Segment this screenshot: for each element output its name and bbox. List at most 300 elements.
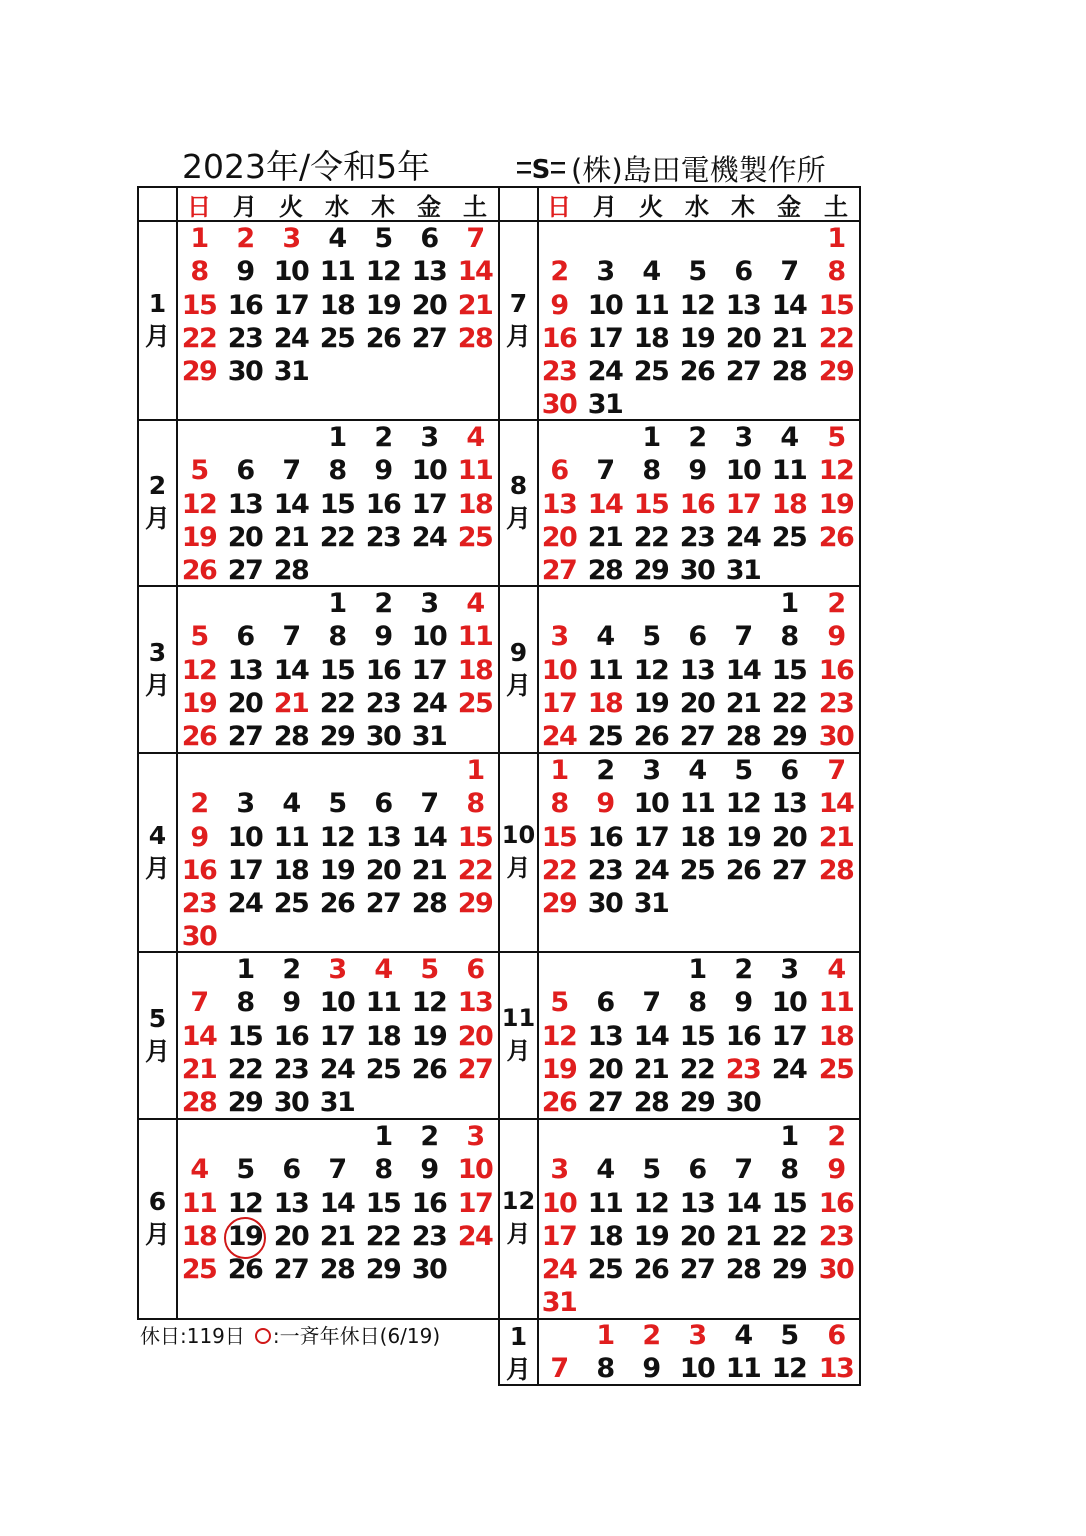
calendar-day: 9 [734, 987, 752, 1019]
calendar-day: 11 [587, 654, 623, 686]
calendar-day: 15 [818, 289, 854, 321]
calendar-day: 10 [411, 621, 447, 653]
calendar-day: 6 [550, 455, 568, 487]
calendar-day: 17 [411, 488, 447, 520]
calendar-day: 28 [725, 1254, 761, 1285]
calendar-day: 2 [236, 223, 254, 254]
calendar-day: 21 [633, 1053, 669, 1085]
calendar-day: 29 [181, 356, 217, 387]
calendar-day: 8 [827, 256, 845, 288]
calendar-title: 2023年/令和5年 [182, 147, 431, 186]
calendar-day: 4 [642, 256, 660, 288]
calendar-day: 24 [411, 687, 447, 719]
calendar-day: 24 [273, 322, 309, 354]
calendar-day: 30 [181, 921, 217, 953]
calendar-day: 3 [596, 256, 614, 288]
calendar-day: 15 [181, 289, 217, 321]
calendar-day: 29 [227, 1087, 263, 1118]
month-label: 10 月 [501, 820, 536, 882]
calendar-day: 28 [818, 854, 854, 886]
calendar-day: 22 [541, 854, 577, 886]
calendar-day: 5 [827, 422, 845, 453]
weekday-header: 木 [731, 192, 755, 221]
calendar-day: 3 [420, 422, 438, 453]
calendar-day: 19 [633, 1220, 669, 1252]
calendar-day: 29 [633, 555, 669, 586]
calendar-day: 21 [273, 521, 309, 553]
calendar-day: 1 [827, 223, 845, 254]
calendar-day: 2 [734, 954, 752, 985]
calendar-day: 14 [587, 488, 623, 520]
calendar-day: 15 [457, 821, 493, 853]
calendar-day: 12 [541, 1020, 577, 1052]
weekday-header: 土 [824, 192, 848, 221]
calendar-day: 28 [273, 555, 309, 586]
calendar-day: 18 [771, 488, 807, 520]
calendar-day: 23 [725, 1053, 761, 1085]
calendar-day: 30 [587, 888, 623, 919]
calendar-day: 1 [688, 954, 706, 985]
calendar-day: 5 [374, 223, 392, 254]
calendar-day: 21 [771, 322, 807, 354]
company-header [513, 146, 826, 190]
calendar-day: 10 [771, 987, 807, 1019]
calendar-day: 26 [818, 521, 854, 553]
calendar-day: 4 [734, 1320, 752, 1351]
calendar-day: 7 [827, 755, 845, 786]
calendar-day: 5 [420, 954, 438, 985]
calendar-day: 22 [181, 322, 217, 354]
calendar-day: 22 [633, 521, 669, 553]
calendar-day: 21 [181, 1053, 217, 1085]
calendar-day: 18 [181, 1220, 217, 1252]
calendar-day: 13 [818, 1353, 854, 1385]
calendar-day: 24 [587, 356, 623, 387]
month-label: 8 月 [505, 471, 531, 533]
calendar-day: 11 [273, 821, 309, 853]
calendar-day: 9 [642, 1353, 660, 1385]
calendar-day: 19 [181, 687, 217, 719]
calendar-day: 28 [457, 322, 493, 354]
calendar-day: 6 [688, 621, 706, 653]
calendar-day: 26 [411, 1053, 447, 1085]
calendar-day: 29 [771, 721, 807, 752]
calendar-day: 6 [688, 1154, 706, 1186]
calendar-day: 6 [420, 223, 438, 254]
calendar-day: 8 [596, 1353, 614, 1385]
calendar-day: 14 [725, 654, 761, 686]
calendar-day: 9 [236, 256, 254, 288]
calendar-day: 12 [633, 654, 669, 686]
calendar-day: 9 [550, 289, 568, 321]
calendar-day: 7 [642, 987, 660, 1019]
calendar-day: 25 [818, 1053, 854, 1085]
calendar-day: 28 [633, 1087, 669, 1118]
calendar-day: 14 [319, 1187, 355, 1219]
calendar-day: 21 [273, 687, 309, 719]
calendar-day: 28 [181, 1087, 217, 1118]
weekday-header: 金 [417, 192, 441, 221]
calendar-day: 20 [725, 322, 761, 354]
calendar-day: 1 [780, 1121, 798, 1152]
calendar-day: 8 [780, 621, 798, 653]
calendar-day: 11 [771, 455, 807, 487]
calendar-day: 15 [541, 821, 577, 853]
calendar-day: 9 [827, 621, 845, 653]
calendar-day: 13 [541, 488, 577, 520]
calendar-day: 7 [420, 788, 438, 820]
calendar-day: 19 [227, 1220, 263, 1252]
calendar-day: 8 [642, 455, 660, 487]
calendar-day: 27 [679, 1254, 715, 1285]
calendar-day: 28 [587, 555, 623, 586]
calendar-day: 24 [411, 521, 447, 553]
month-label: 12 月 [501, 1187, 536, 1248]
calendar-day: 11 [365, 987, 401, 1019]
calendar-day: 12 [771, 1353, 807, 1385]
calendar-day: 7 [282, 621, 300, 653]
calendar-day: 13 [587, 1020, 623, 1052]
weekday-header: 月 [233, 192, 257, 221]
weekday-header: 日 [187, 192, 211, 221]
calendar-day: 28 [771, 356, 807, 387]
calendar-day: 9 [374, 455, 392, 487]
calendar-day: 16 [411, 1187, 447, 1219]
calendar-day: 9 [827, 1154, 845, 1186]
calendar-day: 23 [181, 888, 217, 919]
calendar-day: 22 [679, 1053, 715, 1085]
month-label: 5 月 [144, 1003, 170, 1066]
calendar-day: 5 [642, 1154, 660, 1186]
calendar-day: 31 [273, 356, 309, 387]
calendar-day: 6 [734, 256, 752, 288]
holiday-count-text: 休日:119日 [140, 1324, 245, 1348]
calendar-day: 25 [273, 888, 309, 919]
calendar-day: 10 [457, 1154, 493, 1186]
month-label: 7 月 [505, 288, 531, 351]
calendar-day: 6 [236, 455, 254, 487]
calendar-day: 13 [771, 788, 807, 820]
calendar-day: 17 [457, 1187, 493, 1219]
calendar-day: 15 [365, 1187, 401, 1219]
calendar-day: 27 [273, 1254, 309, 1285]
calendar-day: 29 [457, 888, 493, 919]
circle-legend-text: :一斉年休日(6/19) [272, 1324, 441, 1348]
calendar-day: 13 [411, 256, 447, 288]
month-label: 3 月 [144, 637, 170, 700]
calendar-day: 4 [466, 422, 484, 453]
calendar-day: 6 [780, 755, 798, 786]
calendar-day: 5 [734, 755, 752, 786]
calendar-day: 6 [282, 1154, 300, 1186]
calendar-day: 15 [633, 488, 669, 520]
calendar-day: 8 [466, 788, 484, 820]
calendar-day: 14 [725, 1187, 761, 1219]
calendar-day: 23 [227, 322, 263, 354]
calendar-day: 29 [541, 888, 577, 919]
calendar-day: 4 [374, 954, 392, 985]
calendar-day: 17 [633, 821, 669, 853]
calendar-day: 4 [780, 422, 798, 453]
calendar-day: 27 [587, 1087, 623, 1118]
calendar-day: 12 [227, 1187, 263, 1219]
calendar-day: 22 [457, 854, 493, 886]
calendar-day: 16 [541, 322, 577, 354]
calendar-day: 8 [688, 987, 706, 1019]
calendar-day: 2 [550, 256, 568, 288]
calendar-day: 7 [780, 256, 798, 288]
calendar-day: 12 [633, 1187, 669, 1219]
calendar-day: 30 [679, 555, 715, 586]
calendar-day: 20 [679, 1220, 715, 1252]
calendar-day: 14 [818, 788, 854, 820]
calendar-day: 21 [587, 521, 623, 553]
calendar-day: 21 [411, 854, 447, 886]
calendar-day: 12 [319, 821, 355, 853]
calendar-day: 8 [374, 1154, 392, 1186]
calendar-day: 10 [273, 256, 309, 288]
calendar-day: 22 [771, 687, 807, 719]
calendar-day: 11 [457, 455, 493, 487]
calendar-day: 19 [411, 1020, 447, 1052]
calendar-day: 1 [642, 422, 660, 453]
calendar-day: 10 [541, 1187, 577, 1219]
calendar-day: 14 [771, 289, 807, 321]
calendar-day: 16 [181, 854, 217, 886]
calendar-day: 19 [181, 521, 217, 553]
calendar-day: 1 [550, 755, 568, 786]
calendar-day: 27 [365, 888, 401, 919]
calendar-day: 26 [365, 322, 401, 354]
calendar-day: 20 [679, 687, 715, 719]
calendar-day: 23 [818, 687, 854, 719]
calendar-day: 2 [420, 1121, 438, 1152]
calendar-day: 19 [633, 687, 669, 719]
calendar-day: 30 [818, 721, 854, 752]
calendar-day: 5 [780, 1320, 798, 1351]
calendar-day: 12 [679, 289, 715, 321]
calendar-day: 11 [633, 289, 669, 321]
calendar-day: 30 [818, 1254, 854, 1285]
calendar-day: 20 [365, 854, 401, 886]
calendar-day: 20 [771, 821, 807, 853]
calendar-day: 11 [818, 987, 854, 1019]
calendar-day: 18 [273, 854, 309, 886]
calendar-day: 25 [181, 1254, 217, 1285]
month-label: 1 月 [505, 1322, 531, 1384]
weekday-header: 火 [279, 192, 303, 221]
calendar-day: 2 [190, 788, 208, 820]
calendar-day: 10 [587, 289, 623, 321]
calendar-day: 7 [282, 455, 300, 487]
calendar-day: 16 [725, 1020, 761, 1052]
calendar-day: 4 [328, 223, 346, 254]
calendar-day: 30 [725, 1087, 761, 1118]
calendar-day: 8 [190, 256, 208, 288]
calendar-day: 26 [181, 721, 217, 752]
calendar-day: 25 [587, 721, 623, 752]
calendar-day: 4 [282, 788, 300, 820]
calendar-day: 11 [457, 621, 493, 653]
calendar-day: 27 [725, 356, 761, 387]
calendar-day: 18 [457, 488, 493, 520]
calendar-day: 5 [190, 455, 208, 487]
calendar-day: 5 [688, 256, 706, 288]
calendar-day: 3 [420, 588, 438, 619]
calendar-day: 28 [411, 888, 447, 919]
calendar-day: 22 [818, 322, 854, 354]
calendar-day: 15 [227, 1020, 263, 1052]
calendar-day: 24 [725, 521, 761, 553]
calendar-day: 9 [374, 621, 392, 653]
calendar-day: 31 [411, 721, 447, 752]
calendar-day: 5 [550, 987, 568, 1019]
calendar-day: 13 [457, 987, 493, 1019]
calendar-day: 16 [227, 289, 263, 321]
calendar-day: 15 [319, 488, 355, 520]
calendar-day: 2 [282, 954, 300, 985]
calendar-day: 31 [319, 1087, 355, 1118]
calendar-day: 23 [679, 521, 715, 553]
calendar-day: 1 [236, 954, 254, 985]
calendar-day: 25 [319, 322, 355, 354]
calendar-day: 24 [319, 1053, 355, 1085]
calendar-day: 31 [541, 1287, 577, 1319]
calendar-day: 17 [725, 488, 761, 520]
calendar-day: 3 [550, 621, 568, 653]
calendar-day: 15 [771, 1187, 807, 1219]
calendar-day: 25 [457, 521, 493, 553]
calendar-day: 21 [725, 1220, 761, 1252]
calendar-day: 16 [587, 821, 623, 853]
calendar-day: 18 [587, 1220, 623, 1252]
shimada-s-logo-icon [513, 150, 571, 186]
month-label: 1 月 [144, 288, 170, 351]
calendar-day: 4 [827, 954, 845, 985]
calendar-day: 19 [541, 1053, 577, 1085]
calendar-day: 11 [679, 788, 715, 820]
calendar-day: 29 [771, 1254, 807, 1285]
calendar-day: 9 [420, 1154, 438, 1186]
calendar-day: 3 [466, 1121, 484, 1152]
calendar-day: 6 [466, 954, 484, 985]
calendar-day: 13 [227, 488, 263, 520]
calendar-day: 7 [734, 1154, 752, 1186]
calendar-day: 21 [725, 687, 761, 719]
calendar-day: 20 [541, 521, 577, 553]
calendar-day: 7 [328, 1154, 346, 1186]
calendar-day: 7 [550, 1353, 568, 1385]
calendar-day: 12 [181, 488, 217, 520]
calendar-day: 6 [596, 987, 614, 1019]
calendar-day: 22 [227, 1053, 263, 1085]
calendar-day: 18 [457, 654, 493, 686]
calendar-day: 3 [734, 422, 752, 453]
calendar-day: 22 [319, 521, 355, 553]
calendar-day: 26 [227, 1254, 263, 1285]
month-label: 2 月 [144, 471, 170, 533]
calendar-day: 27 [227, 555, 263, 586]
calendar-day: 30 [541, 389, 577, 421]
calendar-day: 17 [227, 854, 263, 886]
calendar-day: 17 [273, 289, 309, 321]
calendar-day: 15 [319, 654, 355, 686]
calendar-day: 23 [365, 687, 401, 719]
calendar-day: 9 [596, 788, 614, 820]
calendar-day: 10 [319, 987, 355, 1019]
calendar-day: 25 [771, 521, 807, 553]
calendar-day: 3 [688, 1320, 706, 1351]
calendar-day: 6 [827, 1320, 845, 1351]
calendar-day: 25 [365, 1053, 401, 1085]
weekday-header: 火 [639, 192, 663, 221]
calendar-day: 27 [457, 1053, 493, 1085]
calendar-day: 31 [587, 389, 623, 421]
calendar-day: 4 [190, 1154, 208, 1186]
calendar-day: 8 [780, 1154, 798, 1186]
calendar-day: 23 [818, 1220, 854, 1252]
calendar-day: 13 [679, 1187, 715, 1219]
calendar-day: 26 [319, 888, 355, 919]
calendar-day: 17 [319, 1020, 355, 1052]
calendar-day: 28 [725, 721, 761, 752]
calendar-day: 13 [227, 654, 263, 686]
calendar-day: 29 [365, 1254, 401, 1285]
calendar-day: 9 [688, 455, 706, 487]
calendar-day: 10 [541, 654, 577, 686]
calendar-day: 30 [273, 1087, 309, 1118]
calendar-day: 30 [365, 721, 401, 752]
calendar-day: 21 [457, 289, 493, 321]
weekday-header: 月 [593, 192, 617, 221]
calendar-day: 8 [328, 455, 346, 487]
calendar-day: 19 [365, 289, 401, 321]
weekday-header: 水 [325, 192, 349, 221]
calendar-day: 24 [457, 1220, 493, 1252]
calendar-day: 29 [818, 356, 854, 387]
calendar-day: 9 [190, 821, 208, 853]
calendar-day: 1 [328, 588, 346, 619]
calendar-day: 2 [642, 1320, 660, 1351]
calendar-day: 18 [587, 687, 623, 719]
calendar-day: 23 [365, 521, 401, 553]
calendar-day: 3 [780, 954, 798, 985]
calendar-day: 10 [411, 455, 447, 487]
calendar-day: 23 [411, 1220, 447, 1252]
calendar-day: 3 [328, 954, 346, 985]
calendar-day: 23 [273, 1053, 309, 1085]
calendar-day: 2 [688, 422, 706, 453]
calendar-day: 26 [725, 854, 761, 886]
calendar-day: 16 [273, 1020, 309, 1052]
calendar-day: 8 [236, 987, 254, 1019]
calendar-day: 14 [181, 1020, 217, 1052]
calendar-day: 2 [827, 588, 845, 619]
weekday-header: 日 [547, 192, 571, 221]
calendar-day: 16 [818, 1187, 854, 1219]
calendar-day: 23 [587, 854, 623, 886]
calendar-day: 20 [411, 289, 447, 321]
calendar-day: 14 [457, 256, 493, 288]
month-label: 4 月 [144, 820, 170, 883]
calendar-day: 12 [725, 788, 761, 820]
month-label: 9 月 [505, 637, 531, 700]
calendar-day: 11 [725, 1353, 761, 1385]
weekday-header: 土 [463, 192, 487, 221]
weekday-header: 木 [371, 192, 395, 221]
calendar-day: 13 [679, 654, 715, 686]
calendar-day: 6 [374, 788, 392, 820]
